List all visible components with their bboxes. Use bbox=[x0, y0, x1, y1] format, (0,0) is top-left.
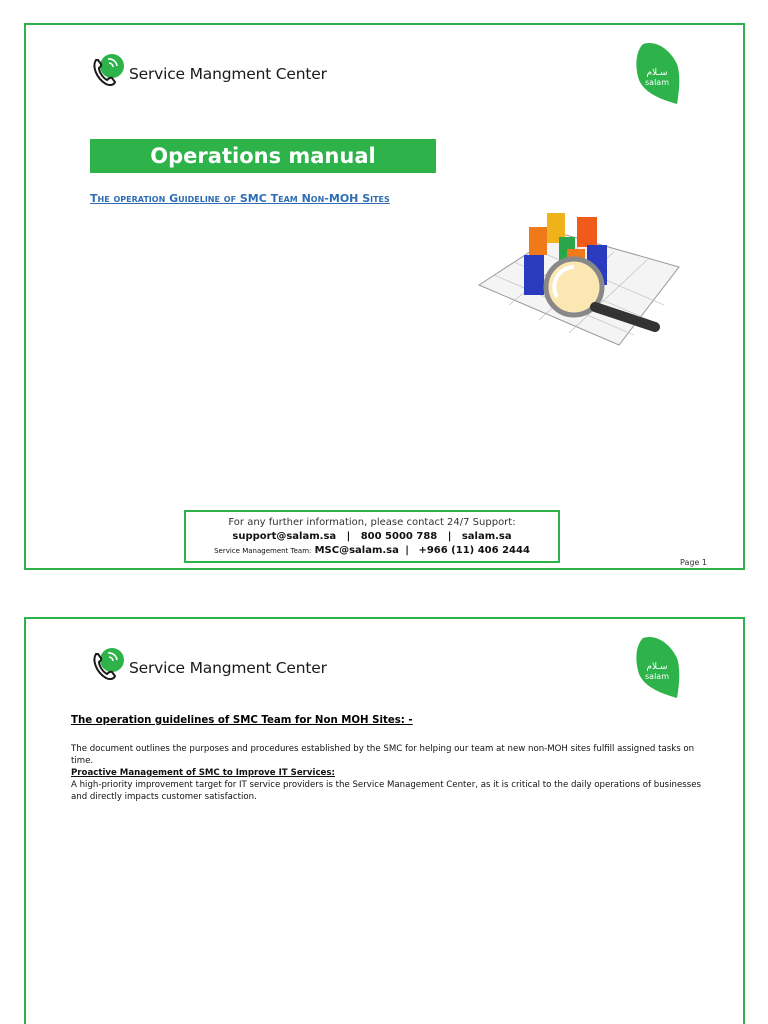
salam-arabic: سـلام bbox=[646, 662, 668, 672]
team-phone: +966 (11) 406 2444 bbox=[418, 545, 530, 556]
document-page-2 bbox=[24, 617, 745, 1024]
smc-brand bbox=[88, 644, 327, 684]
separator: | bbox=[346, 531, 351, 542]
section-heading: Proactive Management of SMC to Improve IT Services: bbox=[71, 768, 335, 778]
separator: | bbox=[405, 545, 409, 556]
document-body bbox=[71, 743, 711, 803]
document-subtitle-link[interactable]: The operation Guideline of SMC Team Non-MOH Sites bbox=[90, 192, 390, 205]
salam-arabic: سـلام bbox=[646, 68, 668, 78]
document-page-1 bbox=[24, 23, 745, 570]
page-number: Page 1 bbox=[680, 558, 707, 567]
phone-logo-icon bbox=[88, 644, 128, 684]
contact-intro: For any further information, please contact 24/7 Support: bbox=[228, 517, 516, 528]
contact-primary-line bbox=[186, 529, 558, 544]
salam-logo bbox=[633, 634, 681, 700]
brand-name: Service Mangment Center bbox=[129, 65, 327, 83]
support-phone: 800 5000 788 bbox=[360, 531, 438, 542]
team-email-link[interactable]: MSC@salam.sa bbox=[314, 545, 399, 556]
website-link[interactable]: salam.sa bbox=[461, 531, 512, 542]
support-email-link[interactable]: support@salam.sa bbox=[232, 531, 337, 542]
contact-support-box bbox=[184, 510, 560, 563]
contact-team-line bbox=[186, 544, 558, 558]
salam-latin: salam bbox=[645, 78, 669, 87]
chart-magnifier-illustration bbox=[469, 205, 685, 347]
salam-logo bbox=[633, 40, 681, 106]
team-label: Service Management Team: bbox=[214, 547, 312, 555]
salam-latin: salam bbox=[645, 672, 669, 681]
document-heading: The operation guidelines of SMC Team for Non MOH Sites: - bbox=[71, 715, 413, 726]
phone-logo-icon bbox=[88, 50, 128, 90]
intro-paragraph: The document outlines the purposes and procedures established by the SMC for helping our team at new non-MOH sites fulfill assigned tasks on time. bbox=[71, 744, 695, 766]
section-paragraph: A high-priority improvement target for IT service providers is the Service Management Center, as it is critical to the daily operations of businesses and directly impacts customer satisfaction. bbox=[71, 780, 701, 802]
page-title: Operations manual bbox=[90, 139, 436, 173]
separator: | bbox=[447, 531, 452, 542]
smc-brand bbox=[88, 50, 327, 90]
brand-name: Service Mangment Center bbox=[129, 659, 327, 677]
